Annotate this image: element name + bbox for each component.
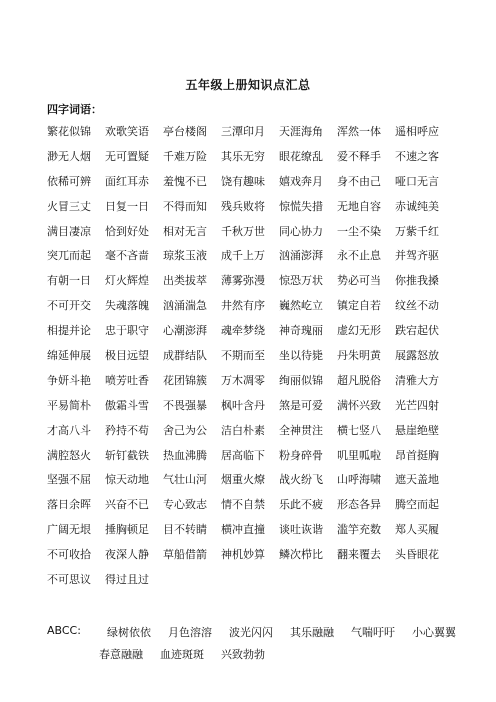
idiom-row [47,299,467,324]
idiom-row [47,498,467,523]
idiom-cell: 草船借箭 [163,548,207,562]
idiom-row [47,473,467,498]
idiom-cell: 镇定自若 [337,299,381,313]
idiom-cell: 绚丽似锦 [279,373,323,387]
abcc-line-2 [47,646,477,668]
idiom-cell: 战火纷飞 [279,473,323,487]
idiom-cell: 灯火辉煌 [105,274,149,288]
idiom-cell: 纹丝不动 [395,299,439,313]
abcc-item: 气喘吁吁 [351,626,395,639]
idiom-cell: 悬崖绝壁 [395,423,439,437]
abcc-item: 春意融融 [99,648,143,661]
idiom-cell: 不可收拾 [47,548,91,562]
idiom-row [47,349,467,374]
idiom-cell: 洁白朴素 [221,423,265,437]
idiom-cell: 浑然一体 [337,125,381,138]
abcc-item: 绿树依依 [107,626,151,639]
idiom-cell: 粉身碎骨 [279,448,323,462]
idiom-row [47,125,467,150]
idiom-cell: 叽里呱啦 [337,448,381,462]
idiom-row [47,424,467,449]
idiom-cell: 热血沸腾 [163,448,207,462]
idiom-cell: 有朝一日 [47,274,91,288]
idiom-cell: 欢歌笑语 [105,125,149,138]
idiom-row [47,548,467,573]
idiom-cell: 情不自禁 [221,498,265,512]
idiom-cell: 满腔怒火 [47,448,91,462]
idiom-cell: 火冒三丈 [47,199,91,213]
idiom-cell: 汹涌澎湃 [279,249,323,263]
idiom-cell: 气壮山河 [163,473,207,487]
idiom-cell: 枫叶含丹 [221,398,265,412]
idiom-row [47,274,467,299]
idiom-row [47,449,467,474]
idiom-cell: 横冲直撞 [221,523,265,537]
idiom-cell: 汹涌湍急 [163,299,207,313]
idiom-cell: 身不由己 [337,174,381,188]
idiom-cell: 你推我搡 [395,274,439,288]
idiom-row [47,150,467,175]
idiom-cell: 势必可当 [337,274,381,288]
idiom-row [47,374,467,399]
abcc-item: 月色溶溶 [168,626,212,639]
abcc-item: 血迹斑斑 [160,648,204,661]
idiom-cell: 依稀可辨 [47,174,91,188]
idiom-cell: 斩钉截铁 [105,448,149,462]
idiom-cell: 头昏眼花 [395,548,439,562]
idiom-cell: 花团锦簇 [163,373,207,387]
idiom-cell: 专心致志 [163,498,207,512]
idiom-cell: 烟重火燎 [221,473,265,487]
abcc-section [47,624,477,668]
idiom-cell: 煞是可爱 [279,398,323,412]
idiom-cell: 清雅大方 [395,373,439,387]
idiom-cell: 面红耳赤 [105,174,149,188]
idiom-cell: 神机妙算 [221,548,265,562]
abcc-item: 波光闪闪 [229,626,273,639]
idiom-cell: 争妍斗艳 [47,373,91,387]
idiom-cell: 才高八斗 [47,423,91,437]
idiom-cell: 成千上万 [221,249,265,263]
idiom-cell: 眼花缭乱 [279,149,323,163]
idiom-row [47,175,467,200]
idiom-cell: 形态各异 [337,498,381,512]
idiom-cell: 不得而知 [163,199,207,213]
abcc-line-1 [47,624,477,646]
idiom-row [47,573,467,598]
idiom-row [47,225,467,250]
idiom-cell: 落日余晖 [47,498,91,512]
idiom-cell: 展露怒放 [395,349,439,363]
idiom-cell: 渺无人烟 [47,149,91,163]
idiom-cell: 居高临下 [221,448,265,462]
idiom-cell: 同心协力 [279,224,323,238]
idiom-cell: 繁花似锦 [47,125,91,138]
idiom-cell: 坚强不屈 [47,473,91,487]
idiom-cell: 残兵败将 [221,199,265,213]
idiom-row [47,200,467,225]
idiom-cell: 出类拔萃 [163,274,207,288]
idiom-cell: 饶有趣味 [221,174,265,188]
idiom-cell: 巍然屹立 [279,299,323,313]
idiom-cell: 横七竖八 [337,423,381,437]
idiom-row [47,249,467,274]
idiom-cell: 满目凄凉 [47,224,91,238]
idiom-cell: 千难万险 [163,149,207,163]
idiom-cell: 三潭印月 [221,125,265,138]
idiom-cell: 广阔无垠 [47,523,91,537]
idiom-cell: 遥相呼应 [395,125,439,138]
idiom-cell: 光芒四射 [395,398,439,412]
idiom-cell: 不可开交 [47,299,91,313]
abcc-item: 小心翼翼 [412,626,456,639]
idiom-cell: 魂牵梦绕 [221,324,265,338]
idiom-cell: 虚幻无形 [337,324,381,338]
idiom-cell: 乐此不疲 [279,498,323,512]
idiom-cell: 恰到好处 [105,224,149,238]
idiom-cell: 惊慌失措 [279,199,323,213]
idiom-cell: 傲霜斗雪 [105,398,149,412]
idiom-cell: 神奇瑰丽 [279,324,323,338]
idiom-cell: 惊恐万状 [279,274,323,288]
idiom-cell: 成群结队 [163,349,207,363]
idiom-row [47,399,467,424]
idiom-cell: 目不转睛 [163,523,207,537]
idiom-cell: 跌宕起伏 [395,324,439,338]
idiom-cell: 夜深人静 [105,548,149,562]
idiom-cell: 谈吐诙谐 [279,523,323,537]
idiom-cell: 其乐无穷 [221,149,265,163]
idiom-cell: 爱不释手 [337,149,381,163]
idiom-cell: 万紫千红 [395,224,439,238]
idiom-cell: 相提并论 [47,324,91,338]
idiom-cell: 永不止息 [337,249,381,263]
idiom-cell: 羞愧不已 [163,174,207,188]
idiom-cell: 惊天动地 [105,473,149,487]
idiom-cell: 万木凋零 [221,373,265,387]
idiom-cell: 满怀兴致 [337,398,381,412]
idiom-cell: 嬉戏奔月 [279,174,323,188]
idiom-cell: 失魂落魄 [105,299,149,313]
idiom-cell: 亭台楼阁 [163,125,207,138]
abcc-item: 其乐融融 [290,626,334,639]
abcc-label: ABCC: [47,624,81,637]
abcc-item: 兴致勃勃 [221,648,265,661]
idiom-cell: 心潮澎湃 [163,324,207,338]
idiom-grid [47,125,467,598]
idiom-cell: 舍己为公 [163,423,207,437]
idiom-cell: 忠于职守 [105,324,149,338]
idiom-cell: 并驾齐驱 [395,249,439,263]
idiom-cell: 兴奋不已 [105,498,149,512]
idiom-cell: 日复一日 [105,199,149,213]
idiom-row [47,324,467,349]
idiom-cell: 井然有序 [221,299,265,313]
idiom-cell: 滥竽充数 [337,523,381,537]
idiom-cell: 相对无言 [163,224,207,238]
section-label: 四字词语： [47,103,102,116]
idiom-cell: 全神贯注 [279,423,323,437]
idiom-cell: 不期而至 [221,349,265,363]
idiom-cell: 一尘不染 [337,224,381,238]
idiom-cell: 昂首挺胸 [395,448,439,462]
idiom-cell: 郑人买履 [395,523,439,537]
idiom-cell: 得过且过 [105,573,149,587]
idiom-cell: 不畏强暴 [163,398,207,412]
idiom-cell: 天涯海角 [279,125,323,138]
idiom-row [47,523,467,548]
idiom-cell: 千秋万世 [221,224,265,238]
idiom-cell: 不速之客 [395,149,439,163]
idiom-cell: 捶胸顿足 [105,523,149,537]
idiom-cell: 丹朱明黄 [337,349,381,363]
idiom-cell: 毫不吝啬 [105,249,149,263]
idiom-cell: 无地自容 [337,199,381,213]
idiom-cell: 平易简朴 [47,398,91,412]
idiom-cell: 腾空而起 [395,498,439,512]
idiom-cell: 琼浆玉液 [163,249,207,263]
idiom-cell: 喷芳吐香 [105,373,149,387]
idiom-cell: 绵延伸展 [47,349,91,363]
idiom-cell: 鳞次栉比 [279,548,323,562]
idiom-cell: 赤诚纯美 [395,199,439,213]
idiom-cell: 坐以待毙 [279,349,323,363]
idiom-cell: 薄雾弥漫 [221,274,265,288]
idiom-cell: 不可思议 [47,573,91,587]
idiom-cell: 超凡脱俗 [337,373,381,387]
idiom-cell: 哑口无言 [395,174,439,188]
idiom-cell: 极目远望 [105,349,149,363]
idiom-cell: 遮天盖地 [395,473,439,487]
idiom-cell: 无可置疑 [105,149,149,163]
idiom-cell: 翻来覆去 [337,548,381,562]
idiom-cell: 矜持不苟 [105,423,149,437]
idiom-cell: 突兀而起 [47,249,91,263]
page-title: 五年级上册知识点汇总 [185,78,311,92]
idiom-cell: 山呼海啸 [337,473,381,487]
